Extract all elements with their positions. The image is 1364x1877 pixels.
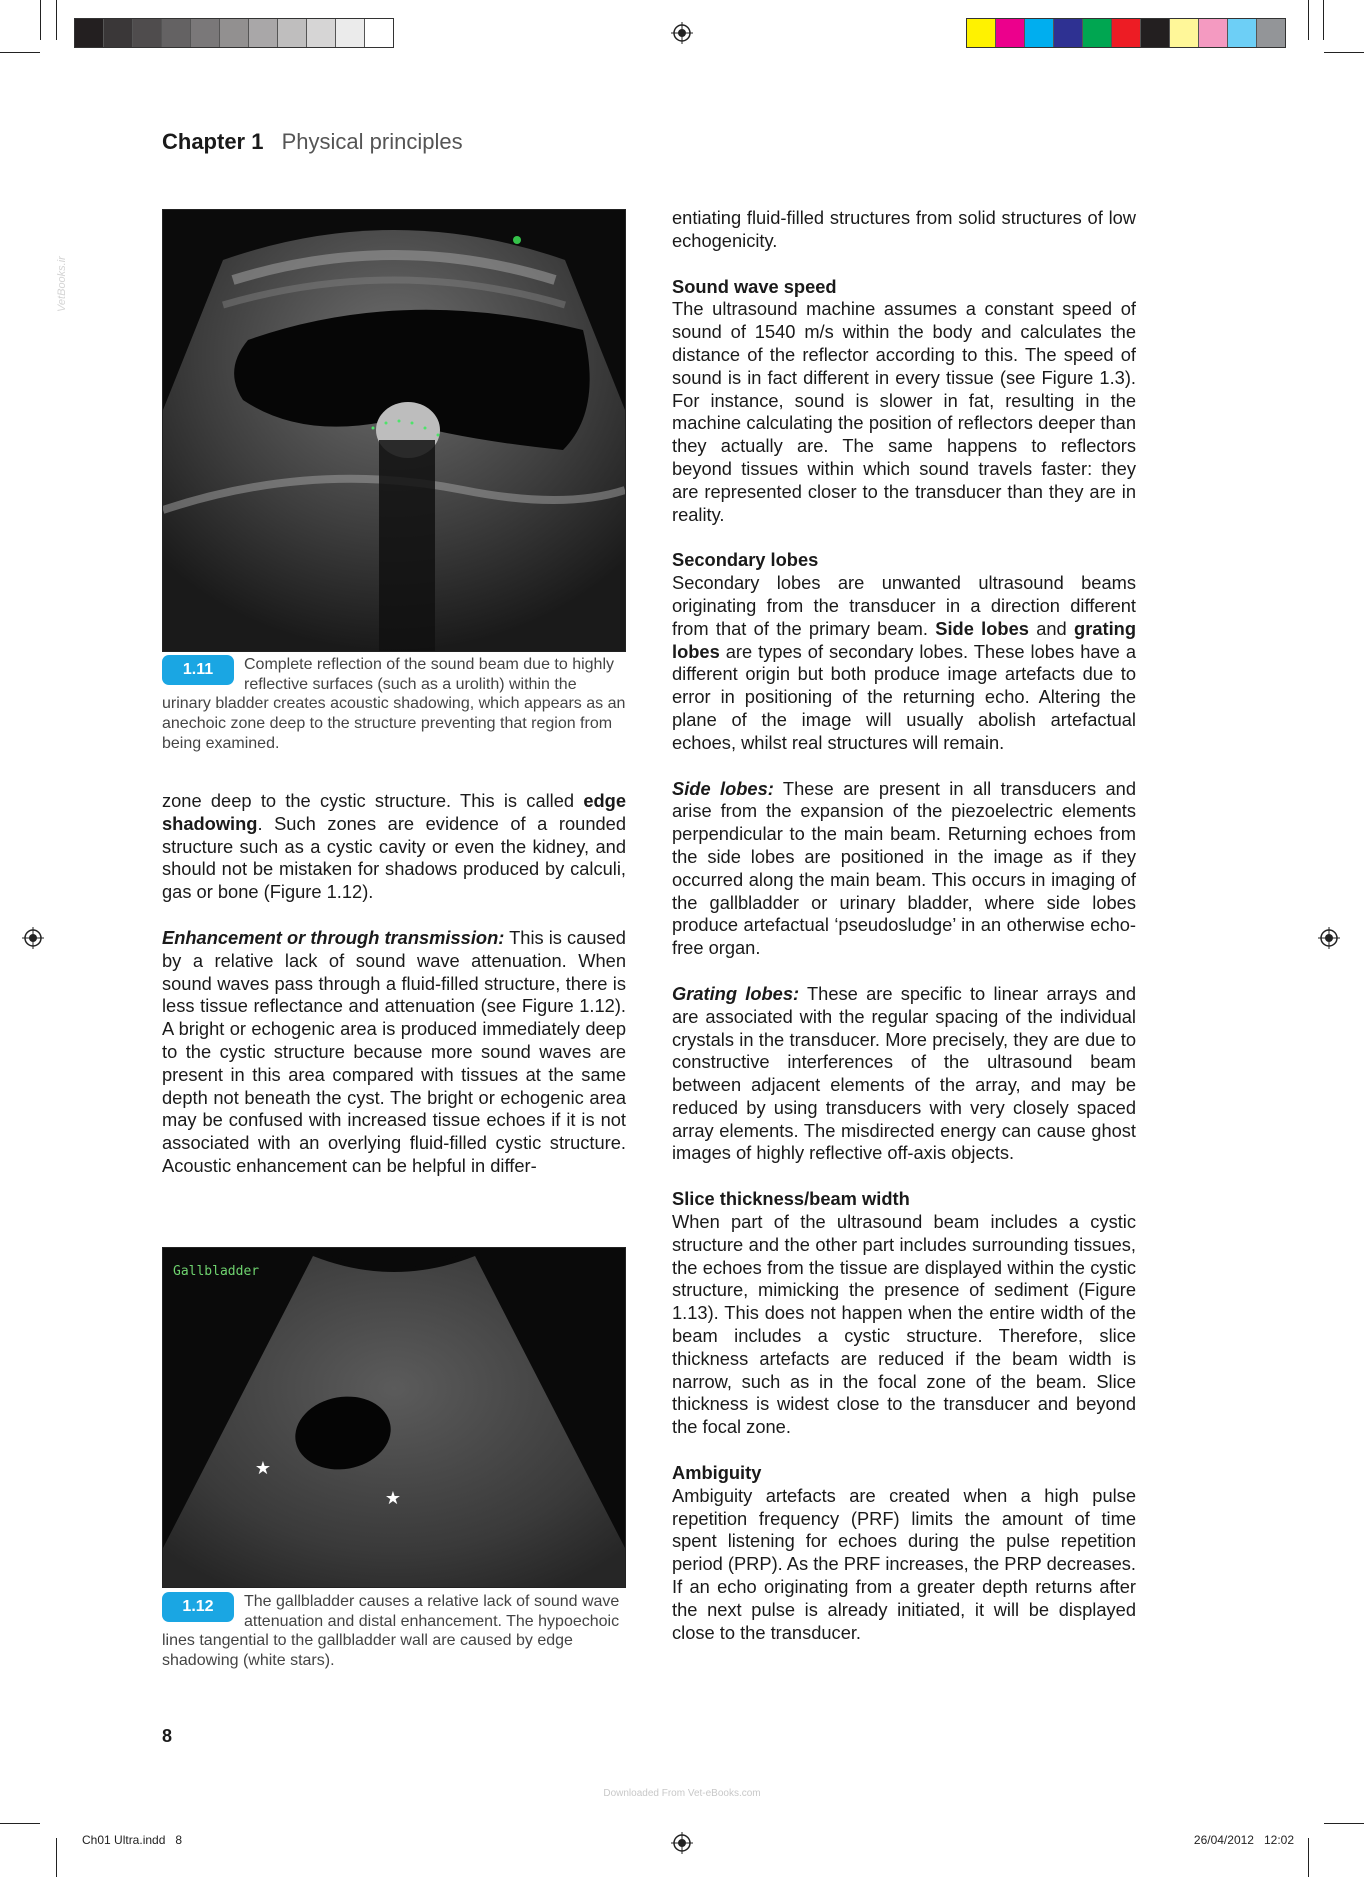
color-swatch xyxy=(249,19,278,47)
color-swatch xyxy=(1112,19,1141,47)
svg-text:★: ★ xyxy=(384,1488,402,1509)
registration-mark-icon xyxy=(671,1832,693,1854)
paragraph: The ultrasound machine assumes a constant speed of sound of 1540 m/s within the body and calculates the distance of the reflector according to this. The speed of sound is in fact different in every tissue (see Figure 1.3). For instance, sound is slower in fat, resulting in the machine calculating the position of reflectors deeper than they actually are. The same happens to reflectors beyond tissues within which sound travels faster: they are represented closer to the transducer than they are in reality. xyxy=(672,298,1136,525)
chapter-title: Physical principles xyxy=(281,129,463,154)
download-note: Downloaded From Vet-eBooks.com xyxy=(603,1788,761,1799)
registration-mark-icon xyxy=(22,927,44,949)
color-swatch xyxy=(1141,19,1170,47)
color-swatch xyxy=(1199,19,1228,47)
paragraph: Secondary lobes are unwanted ultrasound beams originating from the transducer in a direction different from that of the primary beam. Side lobes and grating lobes are types of secondary lobes. These lobes have a different origin but both produce image artefacts due to error in positioning of the returning echo. Altering the plane of the image will usually abolish artefactual echoes, whilst real structures will remain. xyxy=(672,572,1136,753)
caption-text: Complete reflection of the sound beam due to highly reflective surfaces (such as a urolith) within the urinary bladder creates acoustic shadowing, which appears as an anechoic zone deep to the structure preventing that region from being examined. xyxy=(162,656,626,752)
svg-text:★: ★ xyxy=(254,1458,272,1479)
slug-filename: Ch01 Ultra.indd 8 xyxy=(82,1833,183,1847)
color-swatch xyxy=(1170,19,1199,47)
color-swatch xyxy=(1054,19,1083,47)
slug-date: 26/04/2012 12:02 xyxy=(1193,1833,1294,1847)
paragraph: entiating fluid-filled structures from solid structures of low echogenicity. xyxy=(672,207,1136,251)
page-number: 8 xyxy=(162,1726,173,1746)
color-swatch xyxy=(75,19,104,47)
running-header xyxy=(162,129,463,155)
color-swatch xyxy=(1228,19,1257,47)
section-heading-ambiguity: Ambiguity xyxy=(672,1462,762,1484)
section-heading-sound-wave-speed: Sound wave speed xyxy=(672,275,837,297)
color-swatch xyxy=(1257,19,1285,47)
registration-mark-icon xyxy=(1318,927,1340,949)
color-swatch xyxy=(220,19,249,47)
registration-mark-icon xyxy=(671,22,693,44)
color-swatch xyxy=(1025,19,1054,47)
color-swatch xyxy=(278,19,307,47)
paragraph: Grating lobes: These are specific to linear arrays and are associated with the regular spacing of the individual crystals in the transducer. More precisely, they are due to constructive interferences of the ultrasound beam between adjacent elements of the array, and may be reduced by using transducers with very closely spaced array elements. The misdirected energy can cause ghost images of highly reflective off-axis objects. xyxy=(672,982,1136,1164)
paragraph: Enhancement or through transmission: This is caused by a relative lack of sound wave attenuation. When sound waves pass through a fluid-filled structure, there is less tissue reflectance and attenuation (see Figure 1.12). A bright or echogenic area is produced immediately deep to the cystic structure because more sound waves are present in this area compared with tissues at the same depth not beneath the cyst. The bright or echogenic area may be confused with increased tissue echoes if it is not associated with an overlying fluid-filled cystic structure. Acoustic enhancement can be helpful in differ- xyxy=(162,926,626,1176)
image-overlay-label: Gallbladder xyxy=(173,1264,260,1279)
paragraph: Ambiguity artefacts are created when a high pulse repetition frequency (PRF) limits the amount of time spent listening for echoes during the pulse repetition period (PRP). As the PRF increases, the PRP decreases. If an echo originating from a greater depth returns after the next pulse is already initiated, it will be displayed close to the transducer. xyxy=(672,1484,1137,1643)
figure-1-11-ultrasound-image xyxy=(162,209,626,652)
color-swatch xyxy=(1083,19,1112,47)
chapter-number: Chapter 1 xyxy=(162,129,264,154)
watermark: VetBooks.ir xyxy=(56,256,68,312)
process-color-bar xyxy=(966,18,1286,48)
left-column-text xyxy=(162,790,626,1201)
grayscale-color-bar xyxy=(74,18,394,48)
figure-1-11-caption xyxy=(162,655,626,754)
figure-label-badge: 1.11 xyxy=(162,655,234,685)
color-swatch xyxy=(365,19,393,47)
section-heading-slice-thickness: Slice thickness/beam width xyxy=(672,1188,910,1210)
color-swatch xyxy=(996,19,1025,47)
color-swatch xyxy=(967,19,996,47)
paragraph: Side lobes: These are present in all transducers and arise from the expansion of the piezoelectric elements perpendicular to the main beam. Returning echoes from the side lobes are positioned in the image as if they occurred along the main beam. This occurs in imaging of the gallbladder or urinary bladder, where side lobes produce artefactual ‘pseudosludge’ in an otherwise echo-free organ. xyxy=(672,777,1136,959)
figure-1-12-caption xyxy=(162,1592,626,1671)
color-swatch xyxy=(162,19,191,47)
paragraph: zone deep to the cystic structure. This is called edge shadowing. Such zones are evidence of a rounded structure such as a cystic cavity or even the kidney, and should not be mistaken for shadows produced by calculi, gas or bone (Figure 1.12). xyxy=(162,790,626,903)
caption-text: The gallbladder causes a relative lack of sound wave attenuation and distal enhancement. The hypoechoic lines tangential to the gallbladder wall are caused by edge shadowing (white stars). xyxy=(162,1593,620,1670)
color-swatch xyxy=(336,19,365,47)
right-column-text xyxy=(672,207,1136,1667)
color-swatch xyxy=(133,19,162,47)
paragraph: When part of the ultrasound beam includes a cystic structure and the other part includes surrounding tissues, the echoes from the tissue are displayed within the cystic structure, mimicking the presence of sediment (Figure 1.13). This does not happen when the entire width of the beam includes a cystic structure. Therefore, slice thickness artefacts are reduced if the beam width is narrow, such as in the focal zone of the beam. Slice thickness is widest close to the transducer and beyond the focal zone. xyxy=(672,1211,1136,1438)
figure-1-12-ultrasound-image xyxy=(162,1247,626,1588)
color-swatch xyxy=(104,19,133,47)
figure-label-badge: 1.12 xyxy=(162,1592,234,1622)
color-swatch xyxy=(191,19,220,47)
color-swatch xyxy=(307,19,336,47)
section-heading-secondary-lobes: Secondary lobes xyxy=(672,549,819,571)
